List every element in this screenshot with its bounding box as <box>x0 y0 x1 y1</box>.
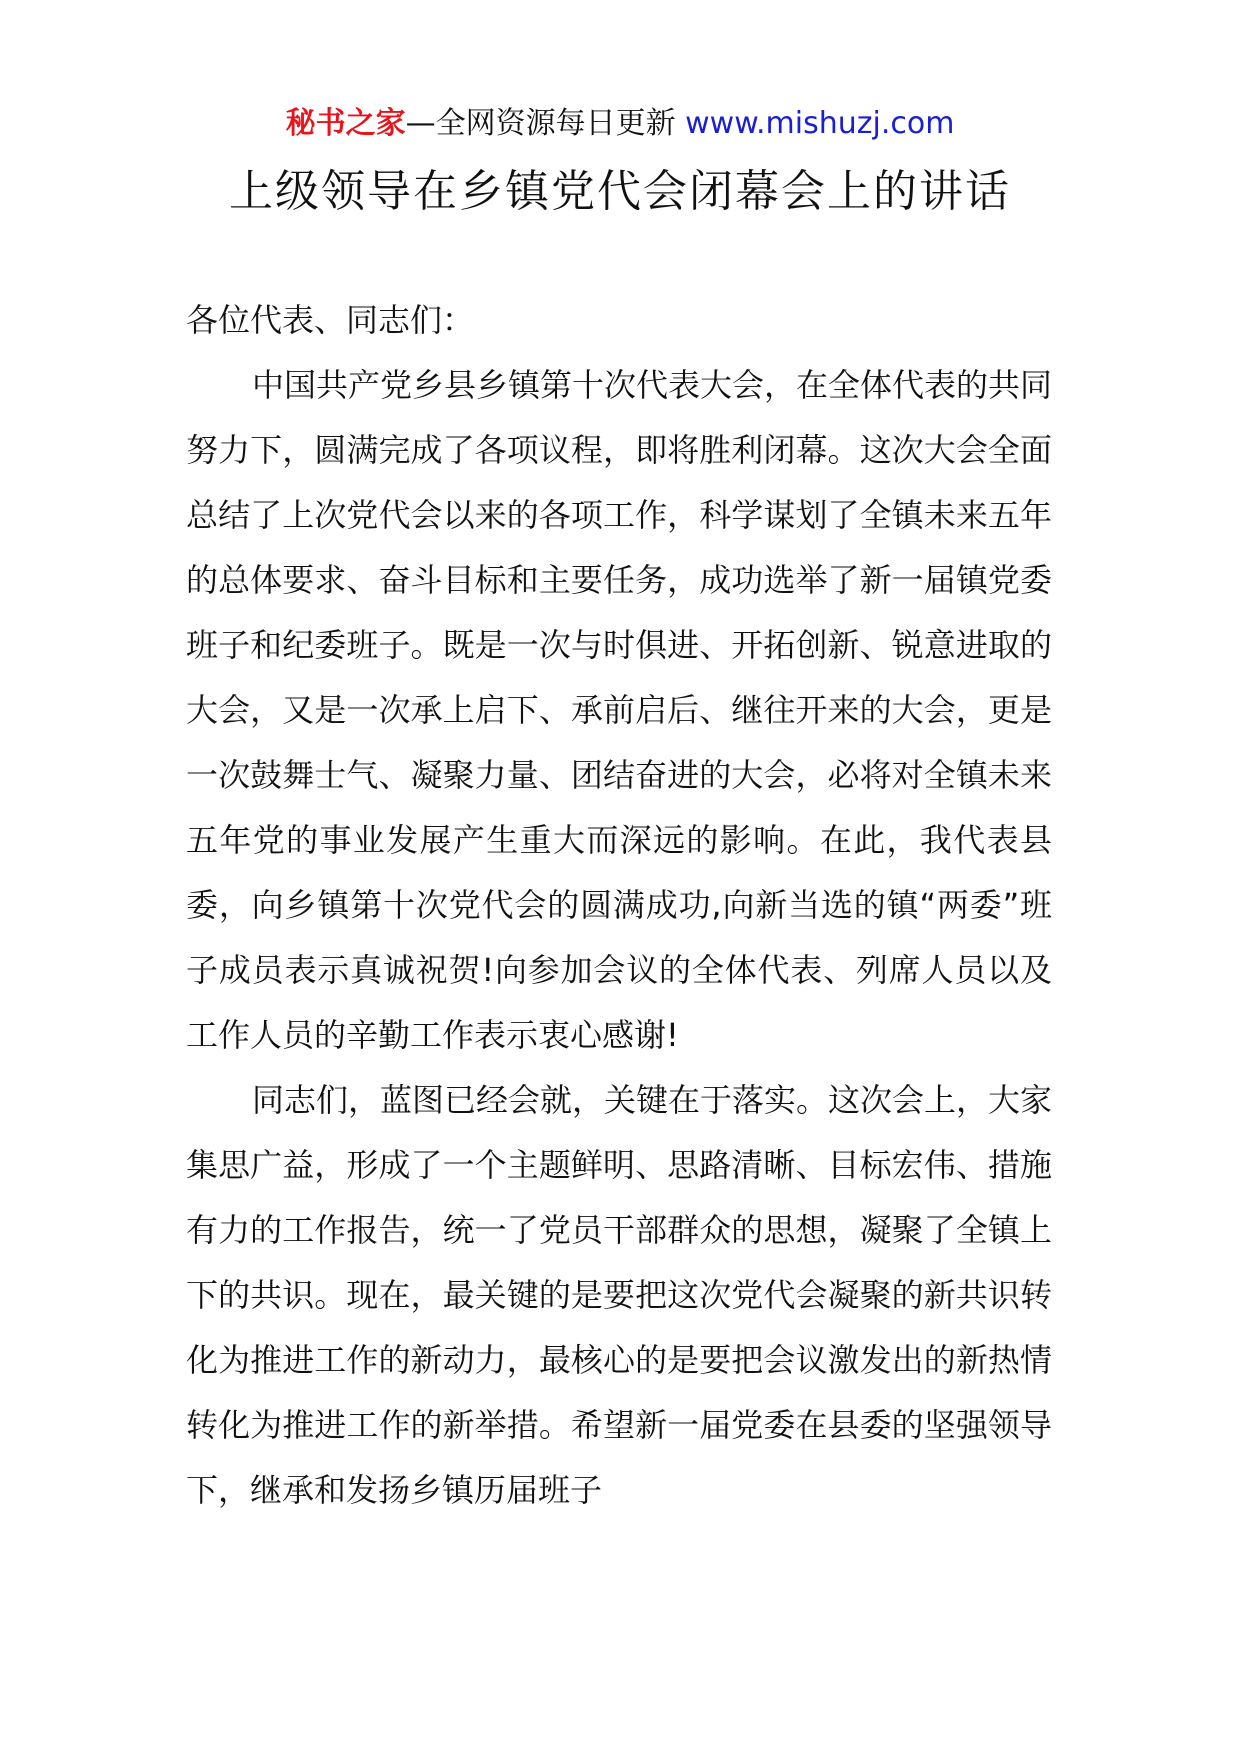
site-header <box>0 104 1240 144</box>
paragraph-2: 同志们，蓝图已经会就，关键在于落实。这次会上，大家集思广益，形成了一个主题鲜明、思路清晰、目标宏伟、措施有力的工作报告，统一了党员干部群众的思想，凝聚了全镇上下的共识。现在，最关键的是要把这次党代会凝聚的新共识转化为推进工作的新动力，最核心的是要把会议激发出的新热情转化为推进工作的新举措。希望新一届党委在县委的坚强领导下，继承和发扬乡镇历届班子 <box>186 1081 1053 1509</box>
header-tagline: —全网资源每日更新 <box>405 106 676 141</box>
paragraph-1: 中国共产党乡县乡镇第十次代表大会，在全体代表的共同努力下，圆满完成了各项议程，即将胜利闭幕。这次大会全面总结了上次党代会以来的各项工作，科学谋划了全镇未来五年的总体要求、奋斗目标和主要任务，成功选举了新一届镇党委班子和纪委班子。既是一次与时俱进、开拓创新、锐意进取的大会，又是一次承上启下、承前启后、继往开来的大会，更是一次鼓舞士气、凝聚力量、团结奋进的大会，必将对全镇未来五年党的事业发展产生重大而深远的影响。在此，我代表县委，向乡镇第十次党代会的圆满成功,向新当选的镇“两委”班子成员表示真诚祝贺!向参加会议的全体代表、列席人员以及工作人员的辛勤工作表示衷心感谢! <box>186 366 1053 1054</box>
salutation: 各位代表、同志们： <box>186 301 475 339</box>
document-body <box>186 288 1052 1523</box>
site-url-link[interactable]: www.mishuzj.com <box>685 106 955 141</box>
document-title: 上级领导在乡镇党代会闭幕会上的讲话 <box>229 166 1011 217</box>
brand-name: 秘书之家 <box>285 106 406 141</box>
